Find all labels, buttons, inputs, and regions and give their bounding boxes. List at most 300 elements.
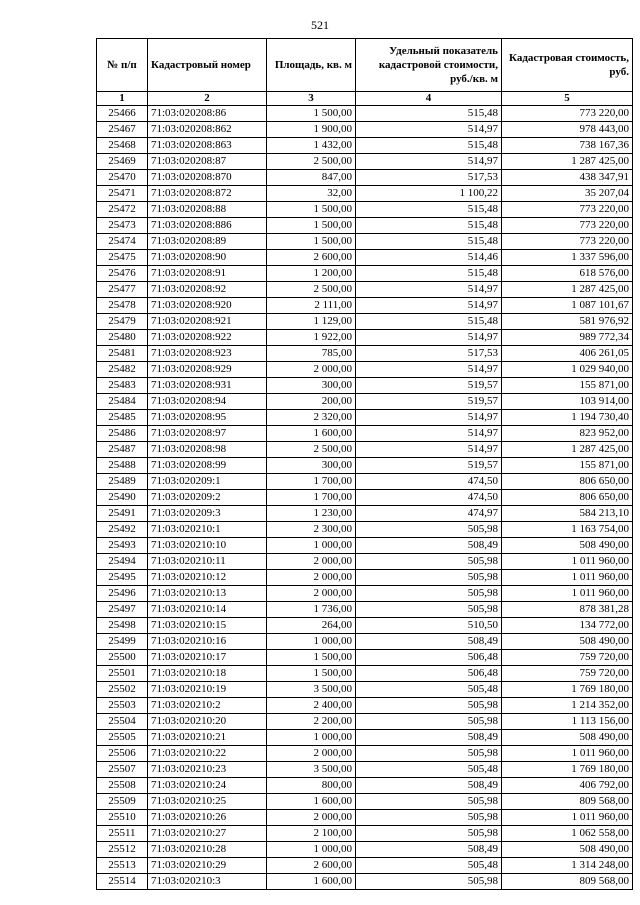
- cell-row-number: 25487: [97, 442, 148, 458]
- table-row: [97, 842, 633, 858]
- cell-cadastral-value: 773 220,00: [502, 234, 633, 250]
- cell-area: 2 500,00: [267, 282, 356, 298]
- cell-cadastral-value: 406 792,00: [502, 778, 633, 794]
- table-row: [97, 138, 633, 154]
- table-row: [97, 378, 633, 394]
- cell-cadastral-value: 773 220,00: [502, 202, 633, 218]
- cell-cadastral-number: 71:03:020208:863: [148, 138, 267, 154]
- cell-cadastral-number: 71:03:020210:16: [148, 634, 267, 650]
- cell-cadastral-number: 71:03:020208:870: [148, 170, 267, 186]
- cell-cadastral-number: 71:03:020210:19: [148, 682, 267, 698]
- cell-row-number: 25491: [97, 506, 148, 522]
- cell-row-number: 25480: [97, 330, 148, 346]
- cell-unit-value: 508,49: [356, 842, 502, 858]
- cell-unit-value: 514,97: [356, 410, 502, 426]
- cell-cadastral-number: 71:03:020210:2: [148, 698, 267, 714]
- cell-unit-value: 514,97: [356, 362, 502, 378]
- cell-area: 2 000,00: [267, 570, 356, 586]
- cell-row-number: 25511: [97, 826, 148, 842]
- cell-unit-value: 508,49: [356, 778, 502, 794]
- cell-cadastral-value: 759 720,00: [502, 650, 633, 666]
- column-index: 2: [148, 92, 267, 106]
- cell-unit-value: 514,97: [356, 330, 502, 346]
- cell-cadastral-number: 71:03:020208:97: [148, 426, 267, 442]
- cell-row-number: 25481: [97, 346, 148, 362]
- cell-cadastral-value: 809 568,00: [502, 794, 633, 810]
- cell-cadastral-number: 71:03:020208:922: [148, 330, 267, 346]
- cell-row-number: 25502: [97, 682, 148, 698]
- column-header-unit-value: Удельный показатель кадастровой стоимости, руб./кв. м: [356, 39, 502, 92]
- cell-unit-value: 505,98: [356, 586, 502, 602]
- cell-unit-value: 515,48: [356, 202, 502, 218]
- cell-cadastral-number: 71:03:020210:14: [148, 602, 267, 618]
- table-row: [97, 202, 633, 218]
- table-row: [97, 602, 633, 618]
- cell-area: 1 000,00: [267, 842, 356, 858]
- table-row: [97, 170, 633, 186]
- cell-cadastral-value: 438 347,91: [502, 170, 633, 186]
- table-row: [97, 858, 633, 874]
- cell-cadastral-number: 71:03:020209:3: [148, 506, 267, 522]
- cell-cadastral-number: 71:03:020208:87: [148, 154, 267, 170]
- cell-unit-value: 505,98: [356, 698, 502, 714]
- cell-unit-value: 506,48: [356, 666, 502, 682]
- table-row: [97, 394, 633, 410]
- cell-cadastral-number: 71:03:020210:27: [148, 826, 267, 842]
- cell-area: 2 300,00: [267, 522, 356, 538]
- cell-cadastral-number: 71:03:020210:22: [148, 746, 267, 762]
- cell-row-number: 25474: [97, 234, 148, 250]
- cell-cadastral-value: 1 769 180,00: [502, 762, 633, 778]
- cell-cadastral-number: 71:03:020210:23: [148, 762, 267, 778]
- cell-unit-value: 1 100,22: [356, 186, 502, 202]
- cell-cadastral-number: 71:03:020208:920: [148, 298, 267, 314]
- column-index: 3: [267, 92, 356, 106]
- table-row: [97, 218, 633, 234]
- table-row: [97, 154, 633, 170]
- cell-area: 2 111,00: [267, 298, 356, 314]
- cell-unit-value: 514,97: [356, 122, 502, 138]
- cell-area: 1 500,00: [267, 202, 356, 218]
- table-row: [97, 714, 633, 730]
- cell-area: 1 500,00: [267, 234, 356, 250]
- cell-unit-value: 514,97: [356, 298, 502, 314]
- cell-cadastral-number: 71:03:020210:25: [148, 794, 267, 810]
- cell-cadastral-value: 759 720,00: [502, 666, 633, 682]
- table-row: [97, 282, 633, 298]
- cell-unit-value: 517,53: [356, 170, 502, 186]
- cell-area: 2 000,00: [267, 746, 356, 762]
- cell-row-number: 25476: [97, 266, 148, 282]
- cell-cadastral-value: 406 261,05: [502, 346, 633, 362]
- cell-cadastral-value: 134 772,00: [502, 618, 633, 634]
- table-row: [97, 234, 633, 250]
- cell-cadastral-value: 1 769 180,00: [502, 682, 633, 698]
- cell-cadastral-number: 71:03:020210:12: [148, 570, 267, 586]
- table-row: [97, 442, 633, 458]
- cell-row-number: 25479: [97, 314, 148, 330]
- cell-row-number: 25513: [97, 858, 148, 874]
- cell-cadastral-number: 71:03:020208:886: [148, 218, 267, 234]
- cell-cadastral-value: 155 871,00: [502, 378, 633, 394]
- cell-row-number: 25477: [97, 282, 148, 298]
- cell-area: 2 000,00: [267, 586, 356, 602]
- column-header-cadastral-number: Кадастровый номер: [148, 39, 267, 92]
- cell-row-number: 25473: [97, 218, 148, 234]
- cell-cadastral-number: 71:03:020210:17: [148, 650, 267, 666]
- cell-cadastral-value: 1 287 425,00: [502, 442, 633, 458]
- cell-row-number: 25500: [97, 650, 148, 666]
- cell-unit-value: 510,50: [356, 618, 502, 634]
- cell-area: 2 600,00: [267, 858, 356, 874]
- column-header-area: Площадь, кв. м: [267, 39, 356, 92]
- cell-row-number: 25488: [97, 458, 148, 474]
- cell-unit-value: 505,98: [356, 826, 502, 842]
- cell-area: 2 200,00: [267, 714, 356, 730]
- cell-area: 32,00: [267, 186, 356, 202]
- cell-area: 2 100,00: [267, 826, 356, 842]
- cell-cadastral-value: 35 207,04: [502, 186, 633, 202]
- cell-row-number: 25497: [97, 602, 148, 618]
- cell-cadastral-number: 71:03:020210:1: [148, 522, 267, 538]
- cell-row-number: 25504: [97, 714, 148, 730]
- cell-cadastral-value: 1 113 156,00: [502, 714, 633, 730]
- cell-row-number: 25475: [97, 250, 148, 266]
- cell-unit-value: 505,98: [356, 602, 502, 618]
- cell-unit-value: 505,98: [356, 794, 502, 810]
- table-row: [97, 746, 633, 762]
- cell-cadastral-number: 71:03:020210:20: [148, 714, 267, 730]
- cell-cadastral-value: 1 087 101,67: [502, 298, 633, 314]
- cell-cadastral-value: 1 287 425,00: [502, 154, 633, 170]
- table-row: [97, 490, 633, 506]
- column-index-row: [97, 92, 633, 106]
- cell-cadastral-number: 71:03:020208:872: [148, 186, 267, 202]
- table-row: [97, 522, 633, 538]
- cell-row-number: 25512: [97, 842, 148, 858]
- cell-unit-value: 474,97: [356, 506, 502, 522]
- cell-cadastral-value: 155 871,00: [502, 458, 633, 474]
- table-row: [97, 586, 633, 602]
- table-row: [97, 474, 633, 490]
- cell-area: 1 600,00: [267, 794, 356, 810]
- cell-unit-value: 514,97: [356, 154, 502, 170]
- cell-area: 1 922,00: [267, 330, 356, 346]
- cell-row-number: 25514: [97, 874, 148, 890]
- cell-cadastral-value: 989 772,34: [502, 330, 633, 346]
- cell-area: 1 129,00: [267, 314, 356, 330]
- cell-area: 1 600,00: [267, 874, 356, 890]
- cell-unit-value: 515,48: [356, 218, 502, 234]
- table-row: [97, 618, 633, 634]
- cell-unit-value: 515,48: [356, 138, 502, 154]
- cell-unit-value: 514,97: [356, 426, 502, 442]
- cell-cadastral-number: 71:03:020210:15: [148, 618, 267, 634]
- cell-unit-value: 508,49: [356, 730, 502, 746]
- table-row: [97, 826, 633, 842]
- table-row: [97, 298, 633, 314]
- cell-area: 1 500,00: [267, 218, 356, 234]
- column-header-cadastral-value: Кадастровая стоимость, руб.: [502, 39, 633, 92]
- cell-cadastral-value: 618 576,00: [502, 266, 633, 282]
- cell-cadastral-value: 1 194 730,40: [502, 410, 633, 426]
- cell-cadastral-number: 71:03:020208:88: [148, 202, 267, 218]
- cell-row-number: 25501: [97, 666, 148, 682]
- cadastral-value-table: [96, 38, 633, 890]
- cell-area: 1 000,00: [267, 538, 356, 554]
- cell-area: 785,00: [267, 346, 356, 362]
- cell-area: 2 500,00: [267, 154, 356, 170]
- table-row: [97, 410, 633, 426]
- table-row: [97, 266, 633, 282]
- cell-cadastral-number: 71:03:020210:13: [148, 586, 267, 602]
- cell-cadastral-number: 71:03:020208:86: [148, 106, 267, 122]
- cell-unit-value: 505,98: [356, 746, 502, 762]
- table-row: [97, 874, 633, 890]
- cell-cadastral-value: 508 490,00: [502, 634, 633, 650]
- cell-row-number: 25499: [97, 634, 148, 650]
- cell-area: 2 600,00: [267, 250, 356, 266]
- cell-cadastral-number: 71:03:020208:862: [148, 122, 267, 138]
- table-row: [97, 346, 633, 362]
- cell-unit-value: 505,48: [356, 682, 502, 698]
- cell-unit-value: 515,48: [356, 234, 502, 250]
- cell-cadastral-number: 71:03:020208:923: [148, 346, 267, 362]
- column-index: 1: [97, 92, 148, 106]
- column-index: 4: [356, 92, 502, 106]
- cell-cadastral-value: 1 011 960,00: [502, 586, 633, 602]
- cell-unit-value: 519,57: [356, 378, 502, 394]
- cell-row-number: 25468: [97, 138, 148, 154]
- cell-cadastral-value: 1 011 960,00: [502, 810, 633, 826]
- cell-unit-value: 508,49: [356, 634, 502, 650]
- cell-unit-value: 505,98: [356, 874, 502, 890]
- cell-cadastral-number: 71:03:020209:1: [148, 474, 267, 490]
- cell-cadastral-value: 773 220,00: [502, 106, 633, 122]
- cell-cadastral-number: 71:03:020208:99: [148, 458, 267, 474]
- cell-row-number: 25496: [97, 586, 148, 602]
- cell-unit-value: 515,48: [356, 314, 502, 330]
- cell-row-number: 25509: [97, 794, 148, 810]
- cell-cadastral-number: 71:03:020209:2: [148, 490, 267, 506]
- cell-area: 1 736,00: [267, 602, 356, 618]
- cell-row-number: 25472: [97, 202, 148, 218]
- cell-area: 1 600,00: [267, 426, 356, 442]
- cell-cadastral-number: 71:03:020210:26: [148, 810, 267, 826]
- cell-cadastral-number: 71:03:020208:929: [148, 362, 267, 378]
- cell-area: 3 500,00: [267, 682, 356, 698]
- cell-unit-value: 514,97: [356, 442, 502, 458]
- cell-cadastral-value: 809 568,00: [502, 874, 633, 890]
- cell-cadastral-number: 71:03:020210:18: [148, 666, 267, 682]
- cell-cadastral-value: 1 163 754,00: [502, 522, 633, 538]
- table-row: [97, 250, 633, 266]
- cell-area: 2 500,00: [267, 442, 356, 458]
- cell-cadastral-number: 71:03:020210:11: [148, 554, 267, 570]
- cell-area: 3 500,00: [267, 762, 356, 778]
- table-row: [97, 698, 633, 714]
- cell-row-number: 25495: [97, 570, 148, 586]
- cell-cadastral-number: 71:03:020208:90: [148, 250, 267, 266]
- cell-cadastral-number: 71:03:020208:94: [148, 394, 267, 410]
- cell-cadastral-value: 508 490,00: [502, 730, 633, 746]
- cell-cadastral-value: 1 214 352,00: [502, 698, 633, 714]
- cell-area: 1 500,00: [267, 106, 356, 122]
- cell-row-number: 25506: [97, 746, 148, 762]
- cell-row-number: 25492: [97, 522, 148, 538]
- table-row: [97, 122, 633, 138]
- cell-area: 2 320,00: [267, 410, 356, 426]
- table-header-row: [97, 39, 633, 92]
- cell-unit-value: 515,48: [356, 266, 502, 282]
- cell-cadastral-number: 71:03:020210:24: [148, 778, 267, 794]
- cell-row-number: 25508: [97, 778, 148, 794]
- cell-area: 1 200,00: [267, 266, 356, 282]
- table-row: [97, 506, 633, 522]
- cell-area: 2 400,00: [267, 698, 356, 714]
- cell-row-number: 25494: [97, 554, 148, 570]
- cell-area: 847,00: [267, 170, 356, 186]
- column-header-number: № п/п: [97, 39, 148, 92]
- cell-cadastral-value: 806 650,00: [502, 490, 633, 506]
- cell-cadastral-number: 71:03:020208:921: [148, 314, 267, 330]
- table-row: [97, 634, 633, 650]
- cell-unit-value: 474,50: [356, 474, 502, 490]
- cell-unit-value: 515,48: [356, 106, 502, 122]
- table-row: [97, 730, 633, 746]
- cell-cadastral-value: 1 062 558,00: [502, 826, 633, 842]
- cell-row-number: 25482: [97, 362, 148, 378]
- table-row: [97, 314, 633, 330]
- cell-cadastral-number: 71:03:020208:89: [148, 234, 267, 250]
- cell-unit-value: 474,50: [356, 490, 502, 506]
- table-row: [97, 106, 633, 122]
- cell-area: 1 000,00: [267, 730, 356, 746]
- cell-unit-value: 506,48: [356, 650, 502, 666]
- cell-area: 300,00: [267, 378, 356, 394]
- cell-cadastral-value: 1 314 248,00: [502, 858, 633, 874]
- cell-unit-value: 519,57: [356, 458, 502, 474]
- table-row: [97, 682, 633, 698]
- cell-cadastral-number: 71:03:020208:92: [148, 282, 267, 298]
- cell-unit-value: 517,53: [356, 346, 502, 362]
- cell-row-number: 25467: [97, 122, 148, 138]
- cell-cadastral-value: 738 167,36: [502, 138, 633, 154]
- cell-area: 1 900,00: [267, 122, 356, 138]
- cell-area: 264,00: [267, 618, 356, 634]
- cell-cadastral-value: 508 490,00: [502, 538, 633, 554]
- cell-cadastral-number: 71:03:020210:29: [148, 858, 267, 874]
- cell-cadastral-number: 71:03:020208:931: [148, 378, 267, 394]
- cell-row-number: 25478: [97, 298, 148, 314]
- cell-cadastral-value: 1 287 425,00: [502, 282, 633, 298]
- cell-area: 200,00: [267, 394, 356, 410]
- cell-cadastral-value: 1 011 960,00: [502, 570, 633, 586]
- cell-cadastral-value: 508 490,00: [502, 842, 633, 858]
- cell-row-number: 25490: [97, 490, 148, 506]
- cell-cadastral-number: 71:03:020208:95: [148, 410, 267, 426]
- table-row: [97, 186, 633, 202]
- cell-row-number: 25510: [97, 810, 148, 826]
- cell-cadastral-value: 1 011 960,00: [502, 746, 633, 762]
- cell-row-number: 25466: [97, 106, 148, 122]
- cell-cadastral-value: 878 381,28: [502, 602, 633, 618]
- cell-row-number: 25503: [97, 698, 148, 714]
- cell-row-number: 25507: [97, 762, 148, 778]
- table-row: [97, 362, 633, 378]
- table-row: [97, 538, 633, 554]
- cell-unit-value: 505,98: [356, 554, 502, 570]
- cell-unit-value: 508,49: [356, 538, 502, 554]
- cell-area: 1 230,00: [267, 506, 356, 522]
- table-row: [97, 810, 633, 826]
- cell-cadastral-number: 71:03:020210:28: [148, 842, 267, 858]
- cell-area: 1 432,00: [267, 138, 356, 154]
- cell-cadastral-value: 1 011 960,00: [502, 554, 633, 570]
- cell-row-number: 25493: [97, 538, 148, 554]
- cell-cadastral-value: 1 337 596,00: [502, 250, 633, 266]
- cell-row-number: 25470: [97, 170, 148, 186]
- table-row: [97, 778, 633, 794]
- cell-area: 2 000,00: [267, 362, 356, 378]
- cell-unit-value: 514,97: [356, 282, 502, 298]
- cell-cadastral-value: 823 952,00: [502, 426, 633, 442]
- cell-cadastral-value: 581 976,92: [502, 314, 633, 330]
- cell-row-number: 25486: [97, 426, 148, 442]
- cell-unit-value: 519,57: [356, 394, 502, 410]
- cell-cadastral-value: 584 213,10: [502, 506, 633, 522]
- cell-unit-value: 505,98: [356, 714, 502, 730]
- cell-unit-value: 505,98: [356, 522, 502, 538]
- cell-area: 1 500,00: [267, 666, 356, 682]
- cell-row-number: 25483: [97, 378, 148, 394]
- cell-area: 1 700,00: [267, 474, 356, 490]
- cell-area: 800,00: [267, 778, 356, 794]
- cell-unit-value: 505,98: [356, 570, 502, 586]
- cell-row-number: 25498: [97, 618, 148, 634]
- column-index: 5: [502, 92, 633, 106]
- cell-area: 2 000,00: [267, 810, 356, 826]
- cell-row-number: 25489: [97, 474, 148, 490]
- cell-cadastral-number: 71:03:020208:98: [148, 442, 267, 458]
- cell-cadastral-value: 773 220,00: [502, 218, 633, 234]
- cell-area: 1 700,00: [267, 490, 356, 506]
- table-row: [97, 426, 633, 442]
- table-row: [97, 650, 633, 666]
- cell-cadastral-number: 71:03:020210:21: [148, 730, 267, 746]
- table-row: [97, 666, 633, 682]
- cell-row-number: 25484: [97, 394, 148, 410]
- cell-cadastral-number: 71:03:020208:91: [148, 266, 267, 282]
- table-body: [97, 106, 633, 890]
- cell-row-number: 25485: [97, 410, 148, 426]
- cell-row-number: 25471: [97, 186, 148, 202]
- cell-cadastral-value: 1 029 940,00: [502, 362, 633, 378]
- cell-unit-value: 514,46: [356, 250, 502, 266]
- table-row: [97, 570, 633, 586]
- cell-cadastral-value: 103 914,00: [502, 394, 633, 410]
- cell-area: 2 000,00: [267, 554, 356, 570]
- cell-unit-value: 505,48: [356, 762, 502, 778]
- cell-area: 300,00: [267, 458, 356, 474]
- cell-area: 1 000,00: [267, 634, 356, 650]
- table-row: [97, 458, 633, 474]
- table-row: [97, 554, 633, 570]
- table-row: [97, 330, 633, 346]
- cell-unit-value: 505,48: [356, 858, 502, 874]
- cell-cadastral-number: 71:03:020210:3: [148, 874, 267, 890]
- cell-area: 1 500,00: [267, 650, 356, 666]
